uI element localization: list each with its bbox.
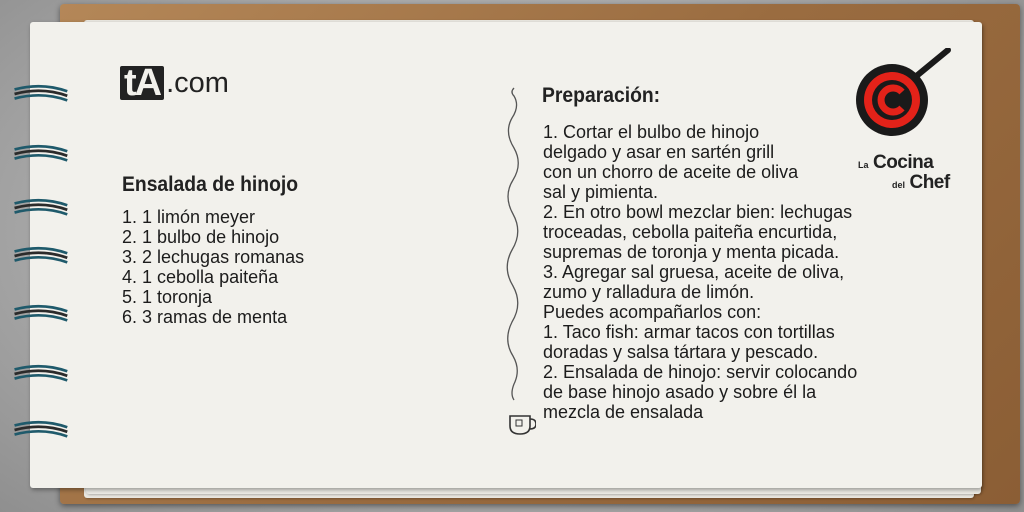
logo-word-del: del xyxy=(892,180,906,190)
list-item: 6. 3 ramas de menta xyxy=(122,307,288,327)
list-item: 4. 1 cebolla paiteña xyxy=(122,267,279,287)
tea-bag-string-icon xyxy=(496,84,536,440)
list-item: supremas de toronja y menta picada. xyxy=(543,242,840,262)
list-item: 1. 1 limón meyer xyxy=(122,207,256,227)
logo-word-cocina: Cocina xyxy=(872,152,934,173)
spiral-ring-icon xyxy=(8,304,72,324)
list-item: troceadas, cebolla paiteña encurtida, xyxy=(543,222,838,242)
site-logo[interactable] xyxy=(120,62,229,104)
list-item: 1. Taco fish: armar tacos con tortillas xyxy=(543,322,835,342)
recipe-title: Ensalada de hinojo xyxy=(122,173,299,196)
preparation-title: Preparación: xyxy=(542,84,661,107)
brand-domain: .com xyxy=(166,66,229,99)
list-item: 3. 2 lechugas romanas xyxy=(122,247,305,267)
spiral-ring-icon xyxy=(8,420,72,440)
list-item: Puedes acompañarlos con: xyxy=(543,302,762,322)
list-item: 2. En otro bowl mezclar bien: lechugas xyxy=(543,202,853,222)
list-item: de base hinojo asado y sobre él la xyxy=(543,382,817,402)
list-item: 2. 1 bulbo de hinojo xyxy=(122,227,280,247)
list-item: sal y pimienta. xyxy=(543,182,659,202)
spiral-ring-icon xyxy=(8,364,72,384)
logo-word-la: La xyxy=(858,160,869,170)
list-item: mezcla de ensalada xyxy=(543,402,704,422)
spiral-ring-icon xyxy=(8,198,72,218)
spiral-ring-icon xyxy=(8,144,72,164)
spiral-ring-icon xyxy=(8,246,72,266)
list-item: con un chorro de aceite de oliva xyxy=(543,162,799,182)
ingredient-list xyxy=(122,207,304,327)
list-item: delgado y asar en sartén grill xyxy=(543,142,775,162)
logo-word-chef: Chef xyxy=(909,172,950,193)
list-item: 5. 1 toronja xyxy=(122,287,213,307)
list-item: doradas y salsa tártara y pescado. xyxy=(543,342,819,362)
list-item: 3. Agregar sal gruesa, aceite de oliva, xyxy=(543,262,845,282)
brand-mark: tA xyxy=(120,66,164,100)
list-item: zumo y ralladura de limón. xyxy=(543,282,755,302)
list-item: 2. Ensalada de hinojo: servir colocando xyxy=(543,362,858,382)
spiral-ring-icon xyxy=(8,84,72,104)
list-item: 1. Cortar el bulbo de hinojo xyxy=(543,122,760,142)
